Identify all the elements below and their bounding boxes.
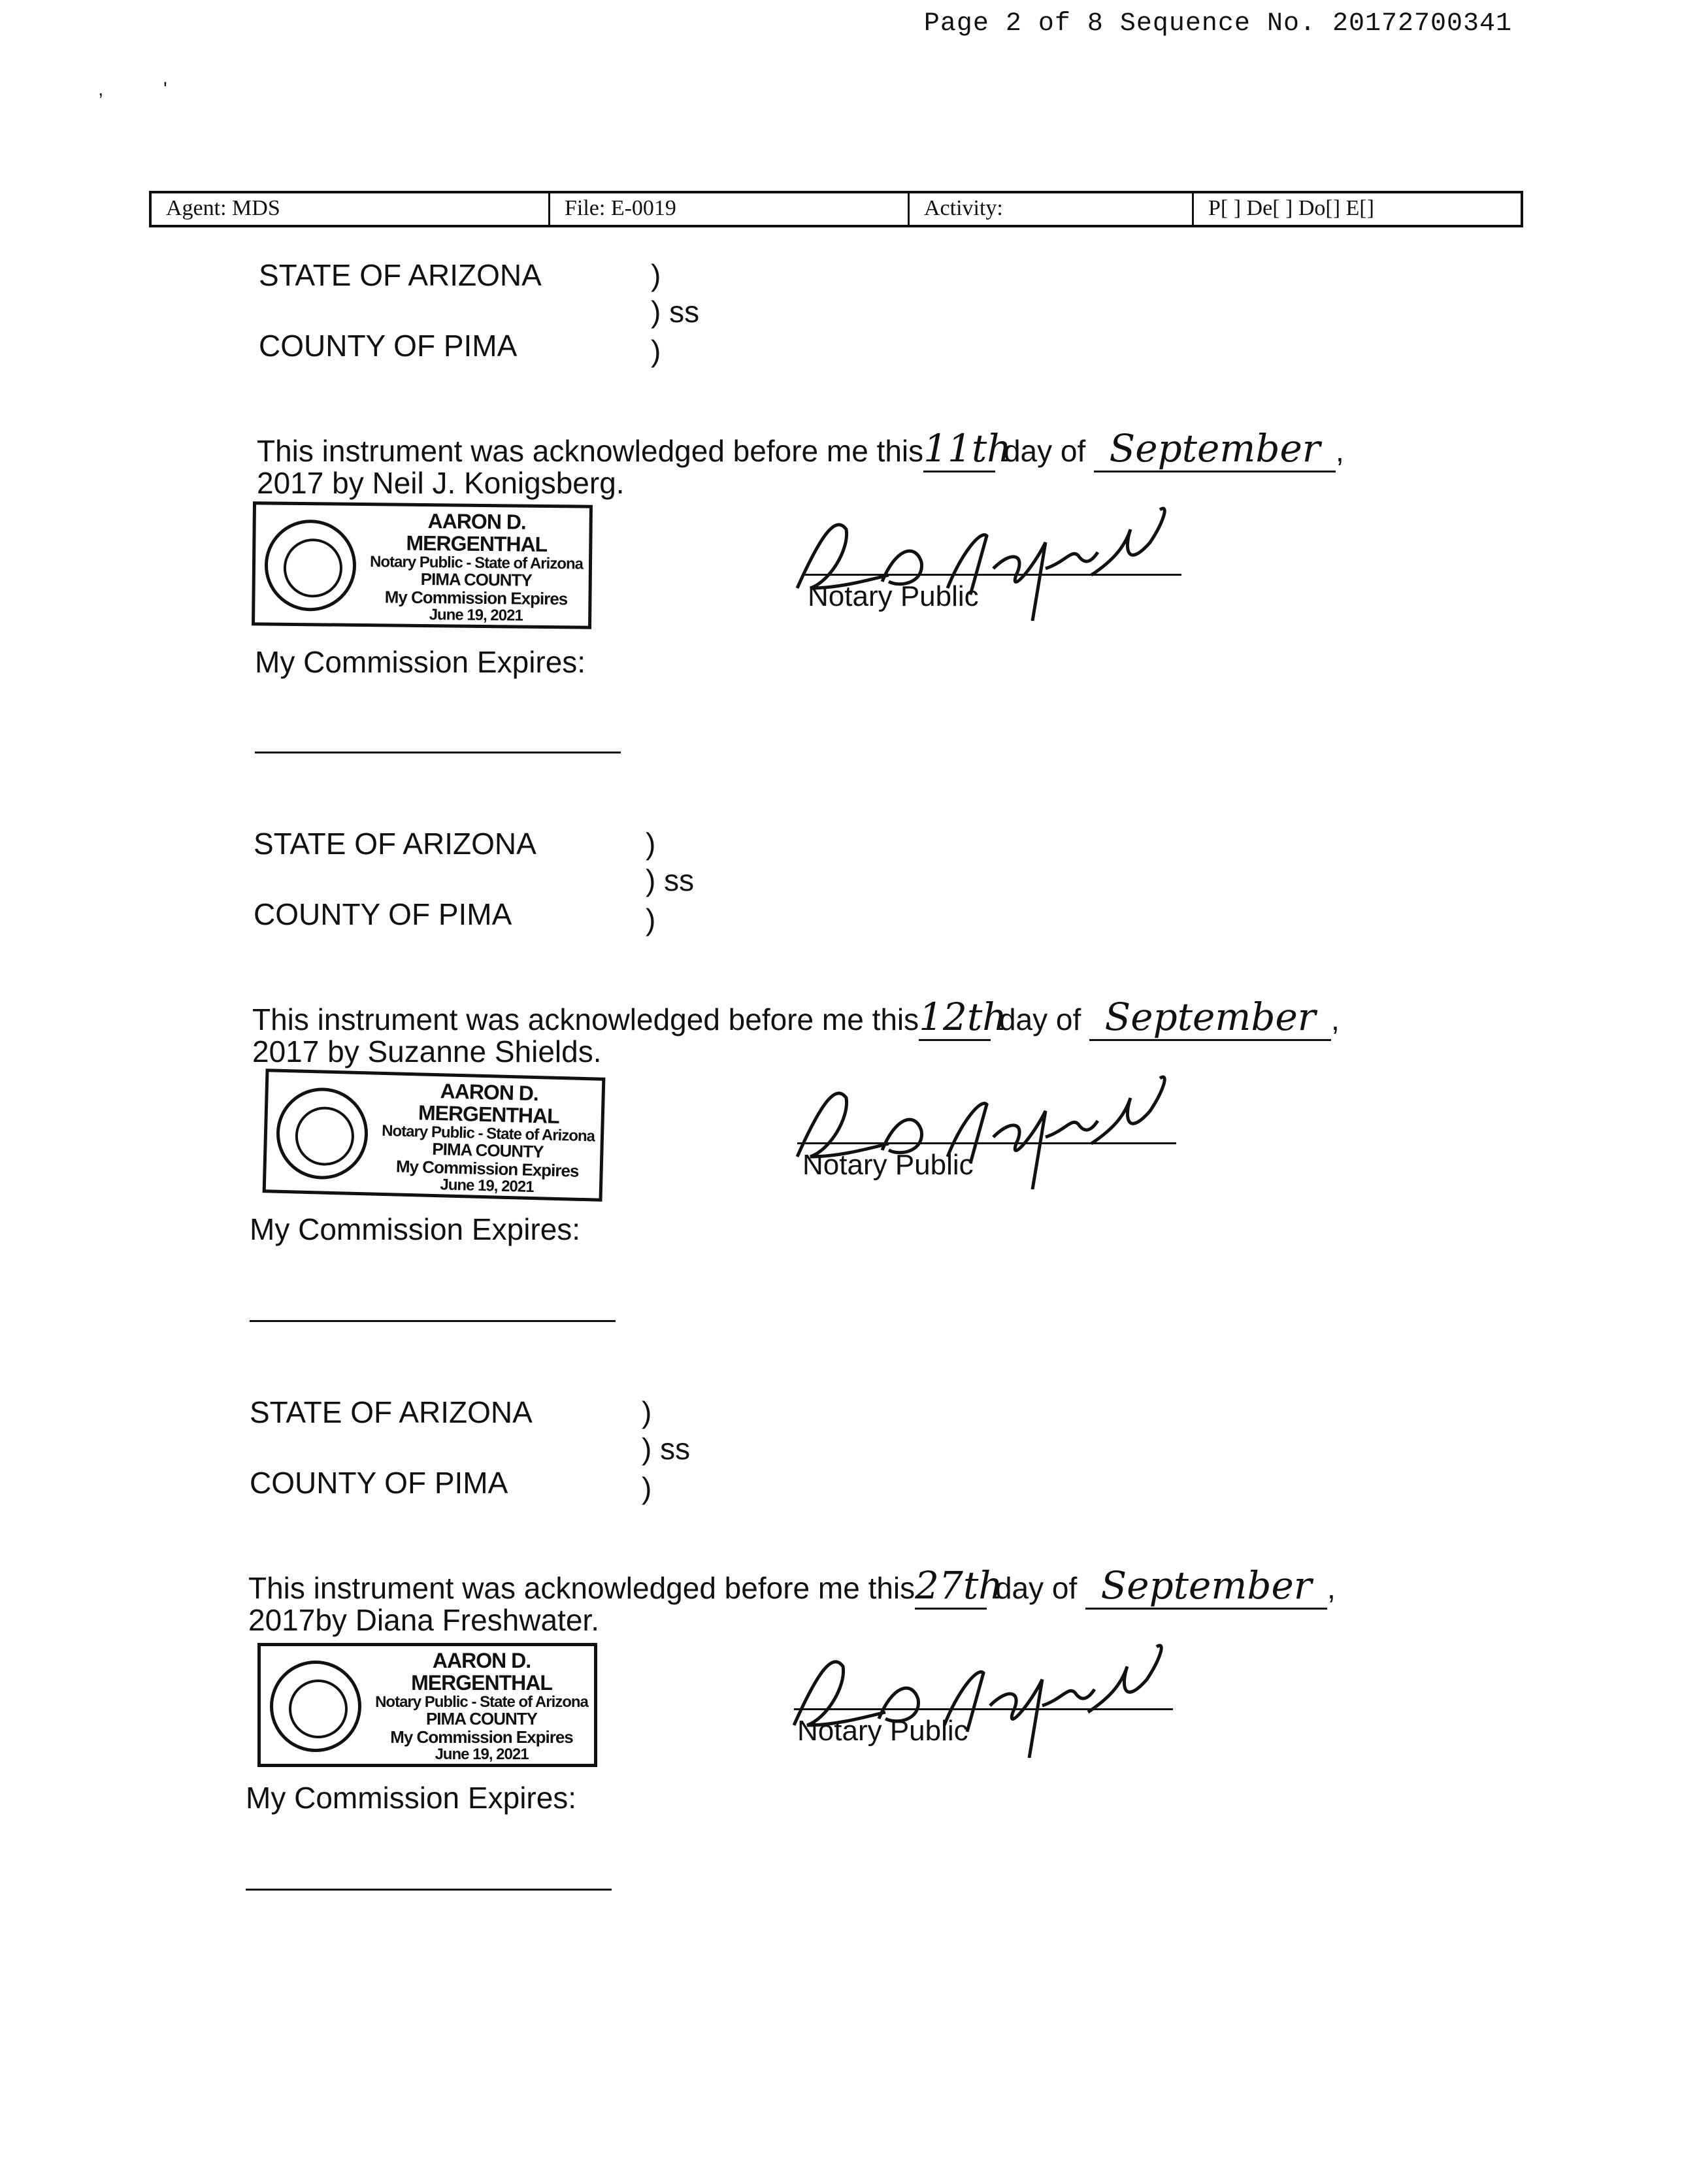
page-sequence-header: Page 2 of 8 Sequence No. 20172700341 xyxy=(923,9,1512,39)
day-of-label: day of xyxy=(998,1002,1081,1036)
notary-stamp xyxy=(252,501,593,629)
stamp-name: AARON D. MERGENTHAL xyxy=(406,509,548,556)
notary-block-1 xyxy=(0,255,1682,823)
commission-expires-label: My Commission Expires: xyxy=(255,645,586,679)
state-label: STATE OF ARIZONA xyxy=(250,1395,533,1429)
paren-top: ) xyxy=(646,827,656,861)
stamp-date: June 19, 2021 xyxy=(440,1176,534,1196)
stamp-text xyxy=(371,1650,593,1762)
state-seal-icon xyxy=(270,1661,361,1752)
handwritten-day: 11th xyxy=(923,426,995,472)
notary-block-3 xyxy=(0,1392,1682,1961)
ack-prefix: This instrument was acknowledged before me this xyxy=(257,434,924,468)
comma: , xyxy=(1331,1002,1340,1036)
notary-block-2 xyxy=(0,823,1682,1392)
by-line: 2017by Diana Freshwater. xyxy=(248,1603,599,1637)
signature-line xyxy=(797,1142,1176,1144)
stamp-title: Notary Public - State of Arizona xyxy=(375,1693,588,1712)
handwritten-day: 12th xyxy=(919,995,991,1041)
by-line: 2017 by Suzanne Shields. xyxy=(252,1034,602,1068)
paren-bottom: ) xyxy=(651,334,661,368)
notary-stamp xyxy=(257,1643,597,1767)
commission-expires-label: My Commission Expires: xyxy=(246,1781,577,1815)
state-seal-icon xyxy=(264,519,356,611)
day-of-label: day of xyxy=(1003,434,1086,468)
day-of-label: day of xyxy=(995,1571,1078,1605)
stamp-commission: My Commission Expires xyxy=(395,1156,579,1181)
signature-line xyxy=(794,1708,1173,1710)
handwritten-month: September xyxy=(1094,426,1336,472)
paren-bottom: ) xyxy=(642,1471,652,1505)
comma: , xyxy=(1336,434,1344,468)
commission-expires-label: My Commission Expires: xyxy=(250,1212,581,1246)
commission-expires-line xyxy=(250,1320,616,1322)
activity-cell: Activity: xyxy=(910,193,1194,225)
county-label: COUNTY OF PIMA xyxy=(259,329,518,363)
signature-line xyxy=(802,574,1181,576)
handwritten-day: 27th xyxy=(915,1563,987,1610)
scan-specks: , ' xyxy=(98,78,167,100)
notary-stamp xyxy=(263,1068,606,1202)
stamp-name: AARON D. MERGENTHAL xyxy=(411,1649,552,1695)
agent-cell: Agent: MDS xyxy=(152,193,550,225)
commission-expires-line xyxy=(246,1889,612,1891)
stamp-date: June 19, 2021 xyxy=(435,1745,529,1763)
notary-public-label: Notary Public xyxy=(802,1149,974,1181)
handwritten-month: September xyxy=(1085,1563,1327,1610)
stamp-county: PIMA COUNTY xyxy=(432,1139,544,1162)
agent-file-table xyxy=(149,191,1523,227)
by-line: 2017 by Neil J. Konigsberg. xyxy=(257,466,625,500)
paren-top: ) xyxy=(642,1395,652,1429)
stamp-text xyxy=(376,1079,601,1197)
stamp-text xyxy=(365,510,588,625)
comma: , xyxy=(1327,1571,1336,1605)
notary-public-label: Notary Public xyxy=(797,1715,968,1747)
handwritten-month: September xyxy=(1089,995,1331,1041)
stamp-date: June 19, 2021 xyxy=(429,606,523,625)
flags-cell: P[ ] De[ ] Do[] E[] xyxy=(1208,196,1374,220)
paren-ss: ) ss xyxy=(651,295,700,329)
stamp-title: Notary Public - State of Arizona xyxy=(381,1122,595,1146)
ack-prefix: This instrument was acknowledged before me this xyxy=(252,1002,919,1036)
file-cell: File: E-0019 xyxy=(550,193,910,225)
stamp-commission: My Commission Expires xyxy=(384,587,568,609)
ack-prefix: This instrument was acknowledged before me this xyxy=(248,1571,915,1605)
commission-expires-line xyxy=(255,752,621,753)
stamp-county: PIMA COUNTY xyxy=(420,569,532,591)
paren-top: ) xyxy=(651,258,661,292)
state-label: STATE OF ARIZONA xyxy=(259,258,542,292)
county-label: COUNTY OF PIMA xyxy=(254,897,512,931)
stamp-county: PIMA COUNTY xyxy=(425,1709,538,1729)
stamp-commission: My Commission Expires xyxy=(390,1727,573,1747)
state-seal-icon xyxy=(275,1087,369,1181)
stamp-name: AARON D. MERGENTHAL xyxy=(418,1079,560,1128)
stamp-title: Notary Public - State of Arizona xyxy=(369,553,584,573)
county-label: COUNTY OF PIMA xyxy=(250,1466,508,1500)
notary-public-label: Notary Public xyxy=(808,580,979,612)
paren-bottom: ) xyxy=(646,902,656,936)
paren-ss: ) ss xyxy=(646,863,695,897)
paren-ss: ) ss xyxy=(642,1432,691,1466)
state-label: STATE OF ARIZONA xyxy=(254,827,536,861)
